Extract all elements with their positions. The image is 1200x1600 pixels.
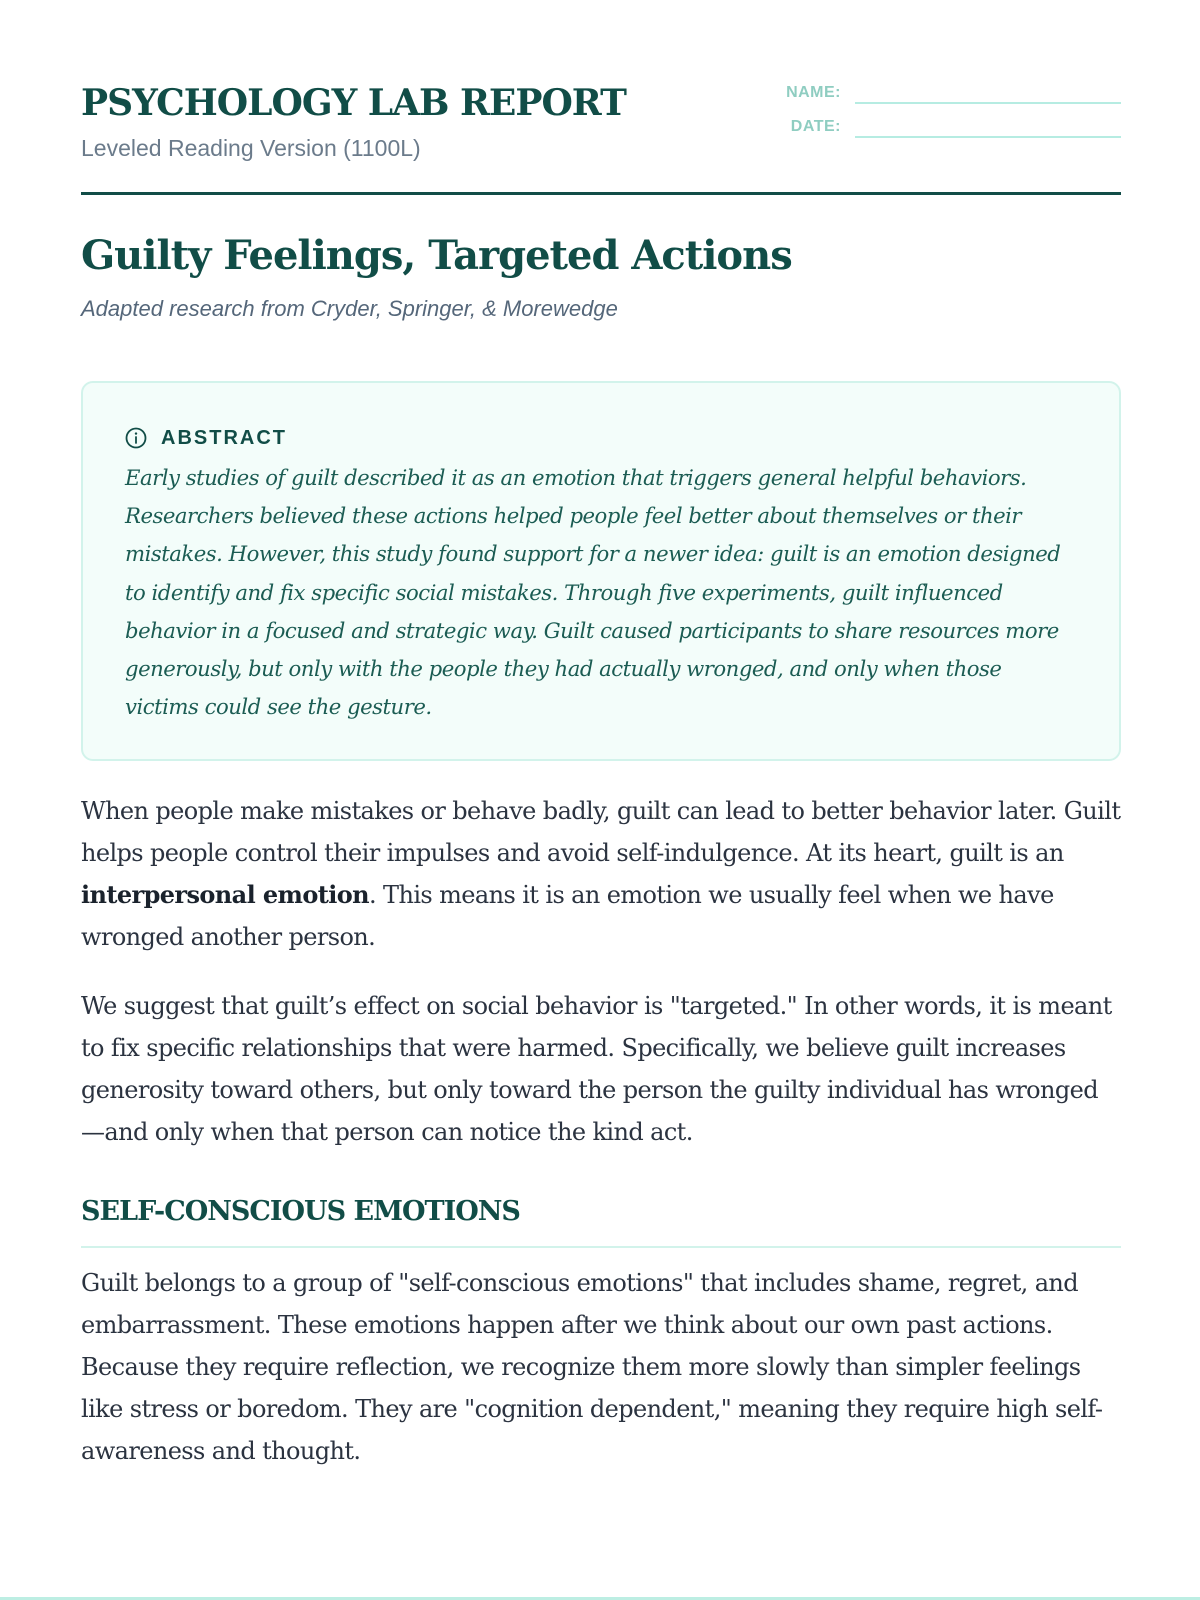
section-heading: SELF-CONSCIOUS EMOTIONS (81, 1196, 1121, 1248)
body-paragraph-1 (81, 790, 1121, 958)
name-label: NAME: (786, 84, 841, 101)
report-subtitle: Leveled Reading Version (1100L) (81, 135, 421, 161)
para1-text-start: When people make mistakes or behave badly, guilt can lead to better behavior later. Guilt helps people control their impulses and avoid self-indulgence. At its heart, guilt is an (81, 797, 1121, 867)
page (81, 0, 1121, 1465)
name-line[interactable] (855, 102, 1121, 104)
abstract-header (125, 421, 1079, 455)
date-line[interactable] (855, 136, 1121, 138)
date-label: DATE: (790, 118, 841, 135)
name-field[interactable] (771, 80, 1121, 110)
article-byline: Adapted research from Cryder, Springer, & Morewedge (81, 296, 618, 321)
key-term: interpersonal emotion (81, 880, 369, 909)
body-paragraph-2: We suggest that guilt’s effect on social behavior is "targeted." In other words, it is meant to fix specific relationships that were harmed. Specifically, we believe guilt increases generosity toward others, but only toward the person the guilty individual has wronged—and only when that person can notice the kind act. (81, 992, 1112, 1146)
article-title: Guilty Feelings, Targeted Actions (81, 232, 792, 279)
date-field[interactable] (771, 114, 1121, 144)
report-title: PSYCHOLOGY LAB REPORT (81, 82, 626, 124)
report-header (81, 0, 1121, 195)
info-icon (125, 427, 147, 449)
abstract-heading: ABSTRACT (161, 426, 287, 449)
body-paragraph-3: Guilt belongs to a group of "self-conscious emotions" that includes shame, regret, and embarrassment. These emotions happen after we think about our own past actions. Because they require reflection, we recognize them more slowly than simpler feelings like stress or boredom. They are "cognition dependent," meaning they require high self-awareness and thought. (81, 1269, 1103, 1465)
para1-text-end: . This means it is an emotion we usually feel when we have wronged another person. (81, 881, 1054, 951)
abstract-box (81, 381, 1121, 761)
abstract-text: Early studies of guilt described it as an emotion that triggers general helpful behaviors. Researchers believed these actions helped people feel better about themselves or their mistakes. However, this study found support for a newer idea: guilt is an emotion designed to identify and fix specific social mistakes. Through five experiments, guilt influenced behavior in a focused and strategic way. Guilt caused participants to share resources more generously, but only with the people they had actually wronged, and only when those victims could see the gesture. (125, 465, 1061, 720)
